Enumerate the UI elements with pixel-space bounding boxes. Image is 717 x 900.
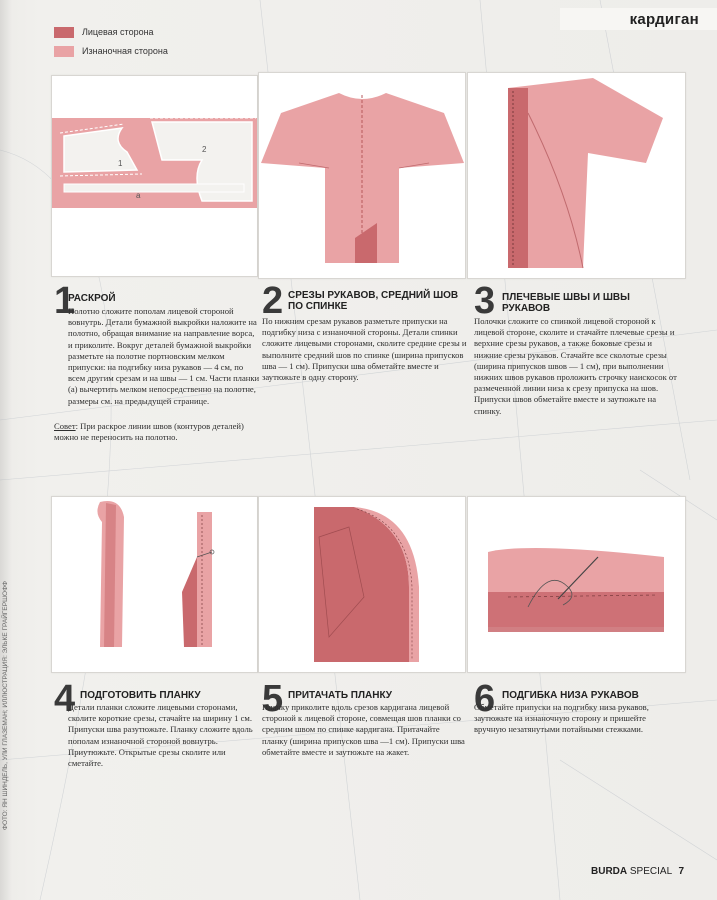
section-title: кардиган <box>629 11 699 28</box>
step-title: СРЕЗЫ РУКАВОВ, СРЕДНИЙ ШОВ ПО СПИНКЕ <box>288 290 459 312</box>
step-5 <box>262 678 467 802</box>
piece-label: 2 <box>202 145 207 154</box>
step-number: 6 <box>474 678 496 720</box>
step-text: Детали планки сложите лицевыми сторонами, сколите короткие срезы, стачайте на ширину 1 см. Припуски шва разутюжьте. Планку сложите вдоль пополам изнаночной стороной вовнутрь. Приутюжьте. Открытые срезы сколите или сметайте. <box>68 702 253 769</box>
step-title: ПОДГОТОВИТЬ ПЛАНКУ <box>80 690 201 701</box>
step-text: Полотно сложите пополам лицевой стороной вовнутрь. Детали бумажной выкройки наложите на полотно, обращая внимание на направление ворса, и приколите. Вокруг деталей бумажной выкройки разметьте на полотне портновским мелком припуски: на подгибку низа рукавов — 4 см, по всем другим срезам и на швы — 1 см. Части планки (а) вычертить мелком непосредственно на полотне, размеры см. на предыдущей странице. <box>68 306 260 406</box>
step-text: По нижним срезам рукавов разметьте припуски на подгибку низа с изнаночной стороны. Детали спинки сложите лицевыми сторонами, сколите средние срезы и выполните средний шов по спинке (ширина припусков шва — 1 см). Припуски шва обметайте вместе и заутюжьте в одну сторону. <box>262 316 467 383</box>
page-footer <box>591 866 684 877</box>
step-number: 1 <box>54 280 76 322</box>
credit-text: ФОТО: ЯН ШИНДЕЛЬ, УЛИ ГЛАЗЕМАН; ИЛЛЮСТРАЦИЯ: ЭЛЬКЕ ГРАЙГЕРШОФФ <box>2 581 9 830</box>
step-text: Обметайте припуски на подгибку низа рукавов, заутюжьте на изнаночную сторону и пришейте вручную незатянутыми потайными стежками. <box>474 702 649 735</box>
piece-label: a <box>136 191 141 200</box>
tip-text: : При раскрое линии швов (контуров деталей) можно не переносить на полотно. <box>54 421 244 443</box>
step-1 <box>54 280 260 444</box>
step-title: РАСКРОЙ <box>68 293 116 304</box>
brand-special: SPECIAL <box>629 866 672 877</box>
illustration-step-2 <box>258 72 466 279</box>
reverse-swatch <box>54 46 74 57</box>
section-header <box>560 8 717 30</box>
step-text: Полочки сложите со спинкой лицевой стороной к лицевой стороне, сколите и стачайте плечевые срезы и верхние срезы рукавов, а также боковые срезы и нижние срезы рукавов. Стачайте все сколотые срезы (ширина припусков швов — 1 см), при выполнении нижних швов рукавов проложить строчку наискосок от размеченной линии низа к срезу припуска на шов. Припуски швов обметайте вместе и заутюжьте на спинку. <box>474 316 677 416</box>
photo-credit <box>2 581 16 830</box>
illustration-step-4 <box>51 496 258 673</box>
step-title: ПРИТАЧАТЬ ПЛАНКУ <box>288 690 393 701</box>
legend-item-face <box>54 27 214 39</box>
step-6 <box>474 678 679 782</box>
legend-item-reverse <box>54 46 214 58</box>
step-3 <box>474 280 679 424</box>
illustration-step-5 <box>258 496 466 673</box>
piece-label: 1 <box>118 159 123 168</box>
face-swatch <box>54 27 74 38</box>
step-number: 3 <box>474 280 496 322</box>
step-2 <box>262 280 467 404</box>
tip-note <box>54 421 259 443</box>
step-number: 4 <box>54 678 76 720</box>
tip-label: Совет <box>54 421 76 431</box>
illustration-step-1 <box>51 75 258 277</box>
brand-name: BURDA <box>591 866 628 877</box>
step-title: ПЛЕЧЕВЫЕ ШВЫ И ШВЫ РУКАВОВ <box>502 292 630 314</box>
step-text: Планку приколите вдоль срезов кардигана лицевой стороной к лицевой стороне, совмещая шов планки со средним швом по спинке кардигана. Притачайте планку (ширина припусков шва —1 см). Припуски шва обметайте вместе и заутюжьте на жакет. <box>262 702 465 757</box>
page-number: 7 <box>678 866 685 877</box>
legend-label: Изнаночная сторона <box>82 46 168 56</box>
illustration-step-3 <box>467 72 686 279</box>
step-title: ПОДГИБКА НИЗА РУКАВОВ <box>502 690 639 701</box>
step-number: 2 <box>262 280 284 322</box>
step-4 <box>54 678 259 802</box>
illustration-step-6 <box>467 496 686 673</box>
legend-label: Лицевая сторона <box>82 27 154 37</box>
step-number: 5 <box>262 678 284 720</box>
